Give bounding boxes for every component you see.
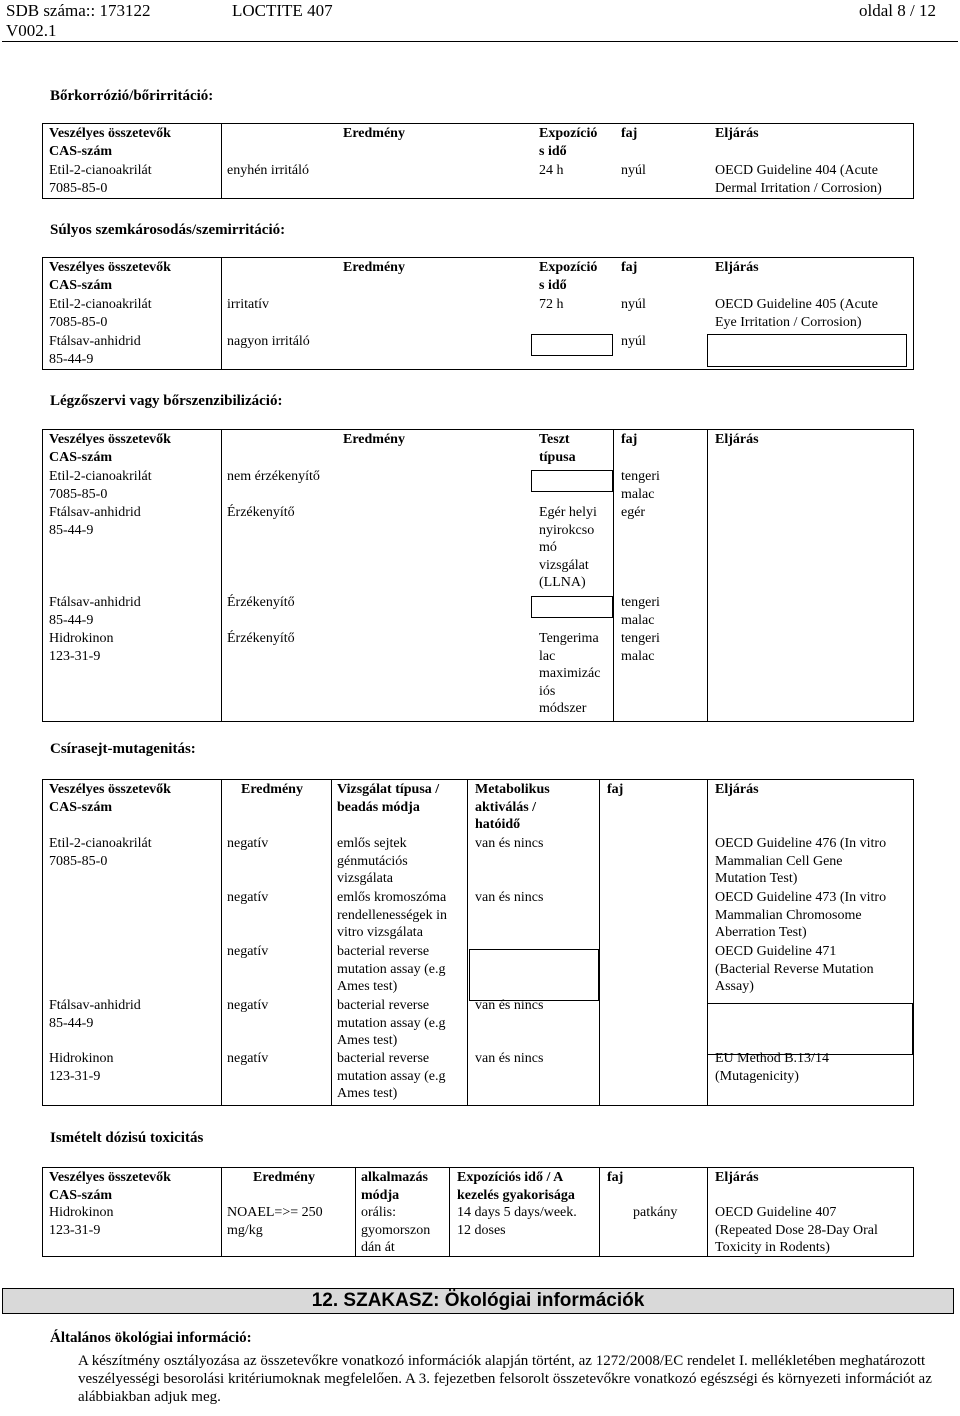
row-species: nyúl bbox=[621, 163, 646, 178]
row-exposure: 24 h bbox=[539, 163, 564, 178]
muta-section-title: Csírasejt-mutagenitás: bbox=[50, 741, 196, 757]
header-species: faj bbox=[621, 260, 638, 275]
row-component: Hidrokinon 123-31-9 bbox=[49, 1205, 114, 1238]
eye-section-title: Súlyos szemkárosodás/szemirritáció: bbox=[50, 222, 286, 238]
row-method: OECD Guideline 471 (Bacterial Reverse Mutation Assay) bbox=[715, 944, 874, 994]
row-species: nyúl bbox=[621, 334, 646, 349]
row-result: negatív bbox=[227, 890, 269, 905]
eco-subtitle: Általános ökológiai információ: bbox=[50, 1330, 252, 1346]
header-species: faj bbox=[621, 126, 638, 141]
header-test-type: Teszt típusa bbox=[539, 432, 576, 465]
product-name: LOCTITE 407 bbox=[232, 1, 333, 20]
row-test-type: Egér helyi nyirokcso mó vizsgálat (LLNA) bbox=[539, 505, 597, 590]
row-test-type: emlős sejtek génmutációs vizsgálata bbox=[337, 836, 408, 886]
row-metabolic: van és nincs bbox=[475, 998, 544, 1013]
row-component: Ftálsav-anhidrid 85-44-9 bbox=[49, 505, 141, 538]
section-12-title: 12. SZAKASZ: Ökológiai információk bbox=[311, 1290, 645, 1311]
header-route: alkalmazás módja bbox=[361, 1170, 428, 1203]
skin-table bbox=[42, 123, 914, 199]
page-number: oldal 8 / 12 bbox=[859, 1, 936, 20]
row-method: OECD Guideline 404 (Acute Dermal Irritation / Corrosion) bbox=[715, 163, 882, 196]
row-method: OECD Guideline 476 (In vitro Mammalian Cell Gene Mutation Test) bbox=[715, 836, 887, 886]
row-result: NOAEL=>= 250 mg/kg bbox=[227, 1205, 323, 1238]
row-species: patkány bbox=[633, 1205, 678, 1220]
row-species: tengeri malac bbox=[621, 469, 660, 502]
header-divider bbox=[2, 41, 958, 42]
row-method: OECD Guideline 405 (Acute Eye Irritation / Corrosion) bbox=[715, 297, 878, 330]
sens-section-title: Légzőszervi vagy bőrszenzibilizáció: bbox=[50, 393, 283, 409]
row-species: nyúl bbox=[621, 297, 646, 312]
row-component: Ftálsav-anhidrid 85-44-9 bbox=[49, 334, 141, 367]
row-component: Etil-2-cianoakrilát 7085-85-0 bbox=[49, 297, 152, 330]
row-result: Érzékenyítő bbox=[227, 505, 295, 520]
row-test-type: bacterial reverse mutation assay (e.g Ames test) bbox=[337, 998, 446, 1048]
row-component: Etil-2-cianoakrilát 7085-85-0 bbox=[49, 469, 152, 502]
page-header bbox=[0, 0, 960, 44]
header-component: Veszélyes összetevők CAS-szám bbox=[49, 126, 171, 159]
row-method: OECD Guideline 473 (In vitro Mammalian Chromosome Aberration Test) bbox=[715, 890, 887, 940]
row-result: negatív bbox=[227, 944, 269, 959]
header-method: Eljárás bbox=[715, 782, 759, 797]
row-test-type: emlős kromoszóma rendellenességek in vitro vizsgálata bbox=[337, 890, 448, 940]
row-method: EU Method B.13/14 (Mutagenicity) bbox=[715, 1051, 829, 1084]
row-metabolic: van és nincs bbox=[475, 836, 544, 851]
header-method: Eljárás bbox=[715, 126, 759, 141]
header-species: faj bbox=[607, 1170, 624, 1185]
row-exposure: 14 days 5 days/week. 12 doses bbox=[457, 1205, 577, 1238]
header-method: Eljárás bbox=[715, 432, 759, 447]
row-result: nem érzékenyítő bbox=[227, 469, 320, 484]
row-component: Etil-2-cianoakrilát 7085-85-0 bbox=[49, 836, 152, 869]
row-metabolic: van és nincs bbox=[475, 890, 544, 905]
header-exposure: Expozíciós idő / A kezelés gyakorisága bbox=[457, 1170, 575, 1203]
row-metabolic: van és nincs bbox=[475, 1051, 544, 1066]
row-result: negatív bbox=[227, 1051, 269, 1066]
header-component: Veszélyes összetevők CAS-szám bbox=[49, 260, 171, 293]
header-component: Veszélyes összetevők CAS-szám bbox=[49, 432, 171, 465]
row-species: tengeri malac bbox=[621, 595, 660, 628]
header-metabolic: Metabolikus aktiválás / hatóidő bbox=[475, 782, 550, 832]
header-result: Eredmény bbox=[343, 432, 405, 447]
header-method: Eljárás bbox=[715, 1170, 759, 1185]
row-component: Hidrokinon 123-31-9 bbox=[49, 631, 114, 664]
sdb-number: SDB száma:: 173122 bbox=[6, 1, 151, 20]
row-species: egér bbox=[621, 505, 646, 520]
row-exposure: 72 h bbox=[539, 297, 564, 312]
row-test-type: Tengerima lac maximizác iós módszer bbox=[539, 631, 601, 716]
eye-table bbox=[42, 257, 914, 370]
header-component: Veszélyes összetevők CAS-szám bbox=[49, 782, 171, 815]
header-exposure: Expozíció s idő bbox=[539, 126, 598, 159]
row-species: tengeri malac bbox=[621, 631, 660, 664]
section-12-banner bbox=[2, 1288, 954, 1314]
row-result: nagyon irritáló bbox=[227, 334, 310, 349]
row-result: negatív bbox=[227, 998, 269, 1013]
row-test-type: bacterial reverse mutation assay (e.g Ames test) bbox=[337, 1051, 446, 1101]
header-result: Eredmény bbox=[343, 126, 405, 141]
header-exposure: Expozíció s idő bbox=[539, 260, 598, 293]
header-species: faj bbox=[621, 432, 638, 447]
row-test-type: bacterial reverse mutation assay (e.g Ames test) bbox=[337, 944, 446, 994]
header-test-type: Vizsgálat típusa / beadás módja bbox=[337, 782, 440, 815]
row-component: Hidrokinon 123-31-9 bbox=[49, 1051, 114, 1084]
row-result: enyhén irritáló bbox=[227, 163, 310, 178]
version: V002.1 bbox=[6, 21, 57, 40]
eco-text: A készítmény osztályozása az összetevőkre vonatkozó információk alapján történt, az 1272/2008/EC rendelet I. mellékletében meghatározott veszélyességi besorolási kritériumoknak megfelelően. A 3. fejezetben felsorolt összetevőkre vonatkozó egészségi és környezeti információt az alábbiakban adjuk meg. bbox=[78, 1353, 932, 1405]
repeat-section-title: Ismételt dózisú toxicitás bbox=[50, 1130, 204, 1146]
header-component: Veszélyes összetevők CAS-szám bbox=[49, 1170, 171, 1203]
row-result: negatív bbox=[227, 836, 269, 851]
repeat-table bbox=[42, 1167, 914, 1257]
row-route: orális: gyomorszon dán át bbox=[361, 1205, 431, 1255]
header-result: Eredmény bbox=[253, 1170, 315, 1185]
row-result: Érzékenyítő bbox=[227, 631, 295, 646]
row-component: Etil-2-cianoakrilát 7085-85-0 bbox=[49, 163, 152, 196]
header-result: Eredmény bbox=[241, 782, 303, 797]
row-result: Érzékenyítő bbox=[227, 595, 295, 610]
muta-table bbox=[42, 779, 914, 1106]
row-result: irritatív bbox=[227, 297, 269, 312]
skin-section-title: Bőrkorrózió/bőrirritáció: bbox=[50, 88, 214, 104]
header-species: faj bbox=[607, 782, 624, 797]
sens-table bbox=[42, 429, 914, 722]
header-result: Eredmény bbox=[343, 260, 405, 275]
header-method: Eljárás bbox=[715, 260, 759, 275]
row-method: OECD Guideline 407 (Repeated Dose 28-Day Oral Toxicity in Rodents) bbox=[715, 1205, 878, 1255]
row-component: Ftálsav-anhidrid 85-44-9 bbox=[49, 595, 141, 628]
row-component: Ftálsav-anhidrid 85-44-9 bbox=[49, 998, 141, 1031]
